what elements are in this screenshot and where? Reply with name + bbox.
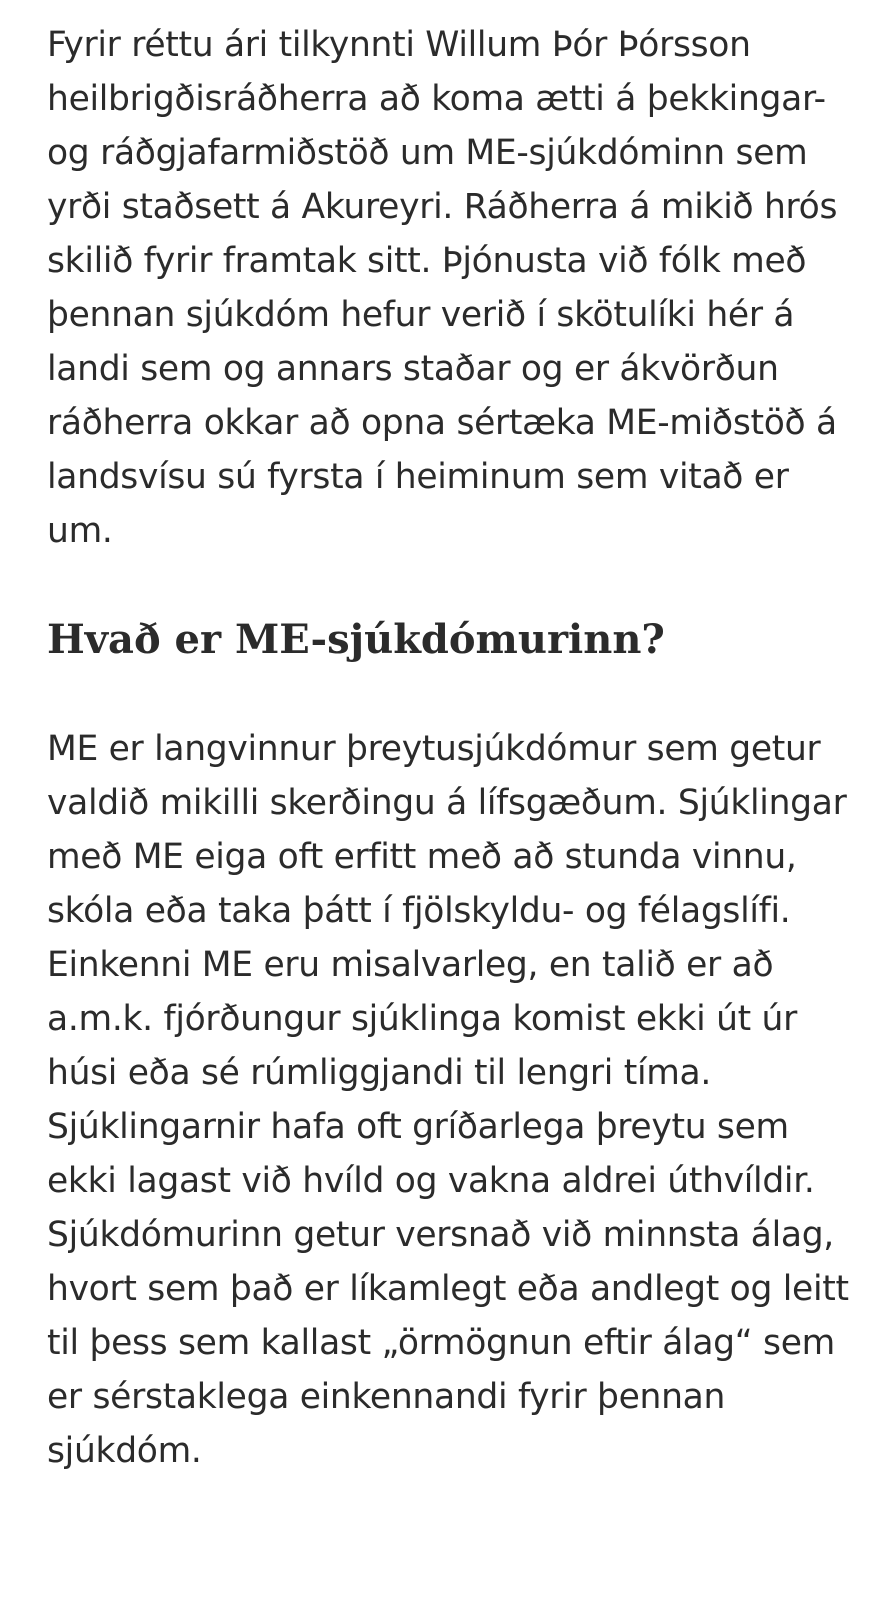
article-paragraph-intro: Fyrir réttu ári tilkynnti Willum Þór Þórsson heilbrigðisráðherra að koma ætti á þekkingar- og ráðgjafarmiðstöð um ME-sjúkdóminn sem yrði staðsett á Akureyri. Ráðherra á mikið hrós skilið fyrir framtak sitt. Þjónusta við fólk með þennan sjúkdóm hefur verið í skötulíki hér á landi sem og annars staðar og er ákvörðun ráðherra okkar að opna sértæka ME-miðstöð á landsvísu sú fyrsta í heiminum sem vitað er um. — [47, 25, 838, 551]
section-heading: Hvað er ME-sjúkdómurinn? — [47, 616, 665, 663]
article-paragraph-me-description: ME er langvinnur þreytusjúkdómur sem getur valdið mikilli skerðingu á lífsgæðum. Sjúklingar með ME eiga oft erfitt með að stunda vinnu, skóla eða taka þátt í fjölskyldu- og félagslífi. Einkenni ME eru misalvarleg, en talið er að a.m.k. fjórðungur sjúklinga komist ekki út úr húsi eða sé rúmliggjandi til lengri tíma. Sjúklingarnir hafa oft gríðarlega þreytu sem ekki lagast við hvíld og vakna aldrei úthvíldir. Sjúkdómurinn getur versnað við minnsta álag, hvort sem það er líkamlegt eða andlegt og leitt til þess sem kallast „örmögnun eftir álag“ sem er sérstaklega einkennandi fyrir þennan sjúkdóm. — [47, 729, 849, 1471]
